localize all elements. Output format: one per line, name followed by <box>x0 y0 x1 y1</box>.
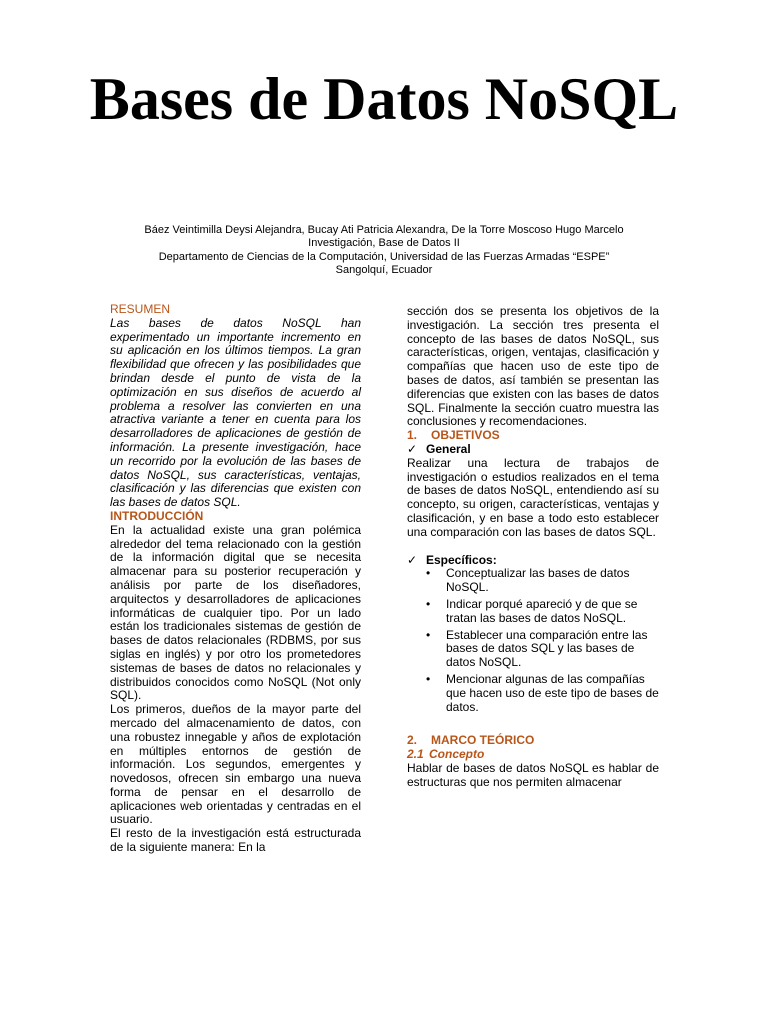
right-column <box>407 305 659 790</box>
introduccion-heading: INTRODUCCIÓN <box>110 508 204 523</box>
especificos-label: Específicos: <box>426 552 497 567</box>
paper-title: Bases de Datos NoSQL <box>89 66 679 132</box>
author-block <box>60 224 708 277</box>
list-item <box>426 567 659 595</box>
objetivos-heading <box>407 429 659 443</box>
resumen-heading: RESUMEN <box>110 302 171 316</box>
checkmark-icon: ✓ <box>407 552 418 567</box>
abstract-text: Las bases de datos NoSQL han experimentado un importante incremento en su aplicación en los últimos tiempos. La gran flexibilidad que ofrecen y las posibilidades que brindan desde el punto de vista de la optimización en sus diseños de acuerdo al problema a resolver las convierten en una atractiva variante a tener en cuenta para los desarrolladores de aplicaciones de gestión de información. La presente investigación, hace un recorrido por la evolución de las bases de datos NoSQL, sus características, ventajas, clasificación y las diferencias que existen con las bases de datos SQL. <box>110 315 361 510</box>
marco-number: 2. <box>407 733 418 748</box>
marco-teorico-heading <box>407 734 659 748</box>
author-location: Sangolquí, Ecuador <box>335 263 433 276</box>
author-course: Investigación, Base de Datos II <box>308 237 460 250</box>
objetivos-number: 1. <box>407 428 418 443</box>
checkmark-icon: ✓ <box>407 441 418 456</box>
author-department: Departamento de Ciencias de la Computación, Universidad de las Fuerzas Armadas “ESPE” <box>158 250 610 263</box>
author-names: Báez Veintimilla Deysi Alejandra, Bucay Ati Patricia Alexandra, De la Torre Moscoso Hugo Marcelo <box>144 224 624 236</box>
concepto-heading <box>407 748 659 762</box>
bullet-icon: • <box>426 596 431 611</box>
intro-paragraph-2: Los primeros, dueños de la mayor parte del mercado del almacenamiento de datos, con una robustez innegable y años de explotación en múltiples entornos de gestión de información. Los segundos, emergentes y novedosos, ofrecen sin embargo una nueva forma de pensar en el desarrollo de aplicaciones web orientadas y centradas en el usuario. <box>110 702 361 827</box>
general-heading <box>407 443 659 457</box>
list-item-text: Mencionar algunas de las compañías que hacen uso de este tipo de bases de datos. <box>446 671 659 714</box>
list-item <box>426 673 659 714</box>
bullet-icon: • <box>426 671 431 686</box>
concepto-paragraph: Hablar de bases de datos NoSQL es hablar de estructuras que nos permiten almacenar <box>407 760 659 789</box>
especificos-heading <box>407 554 659 568</box>
intro-paragraph-3: El resto de la investigación está estructurada de la siguiente manera: En la <box>110 826 361 855</box>
list-item <box>426 598 659 626</box>
general-objective-text: Realizar una lectura de trabajos de investigación o estudios realizados en el tema de bases de datos NoSQL, entendiendo así su concepto, su origen, características, ventajas y clasificación, y en base a todo esto establecer una comparación con las bases de datos SQL. <box>407 455 659 539</box>
bullet-icon: • <box>426 627 431 642</box>
continued-paragraph: sección dos se presenta los objetivos de la investigación. La sección tres presenta el concepto de las bases de datos NoSQL, sus características, origen, ventajas, clasificación y compañías que hacen uso de este tipo de bases de datos, así también se presentan las diferencias que existen con las bases de datos SQL. Finalmente la sección cuatro muestra las conclusiones y recomendaciones. <box>407 304 659 429</box>
list-item-text: Establecer una comparación entre las bases de datos SQL y las bases de datos NoSQL. <box>446 627 648 670</box>
marco-label: MARCO TEÓRICO <box>431 733 535 748</box>
objetivos-label: OBJETIVOS <box>431 428 500 443</box>
general-label: General <box>426 441 471 456</box>
specific-objectives-list <box>426 567 659 714</box>
list-item-text: Conceptualizar las bases de datos NoSQL. <box>446 566 630 595</box>
list-item <box>426 629 659 670</box>
list-item-text: Indicar porqué apareció y de que se tratan las bases de datos NoSQL. <box>446 596 638 625</box>
left-column <box>110 303 361 855</box>
bullet-icon: • <box>426 566 431 581</box>
intro-paragraph-1: En la actualidad existe una gran polémica alrededor del tema relacionado con la gestión de la información digital que se necesita almacenar para su posterior recuperación y análisis por parte de los diseñadores, arquitectos y desarrolladores de aplicaciones informáticas de cualquier tipo. Por un lado están los tradicionales sistemas de gestión de bases de datos relacionales (RDBMS, por sus siglas en inglés) y por otro los prometedores sistemas de bases de datos no relacionales y distribuidos conocidos como NoSQL (Not only SQL). <box>110 522 361 703</box>
concepto-number: 2.1 <box>407 747 424 762</box>
concepto-label: Concepto <box>429 747 485 762</box>
